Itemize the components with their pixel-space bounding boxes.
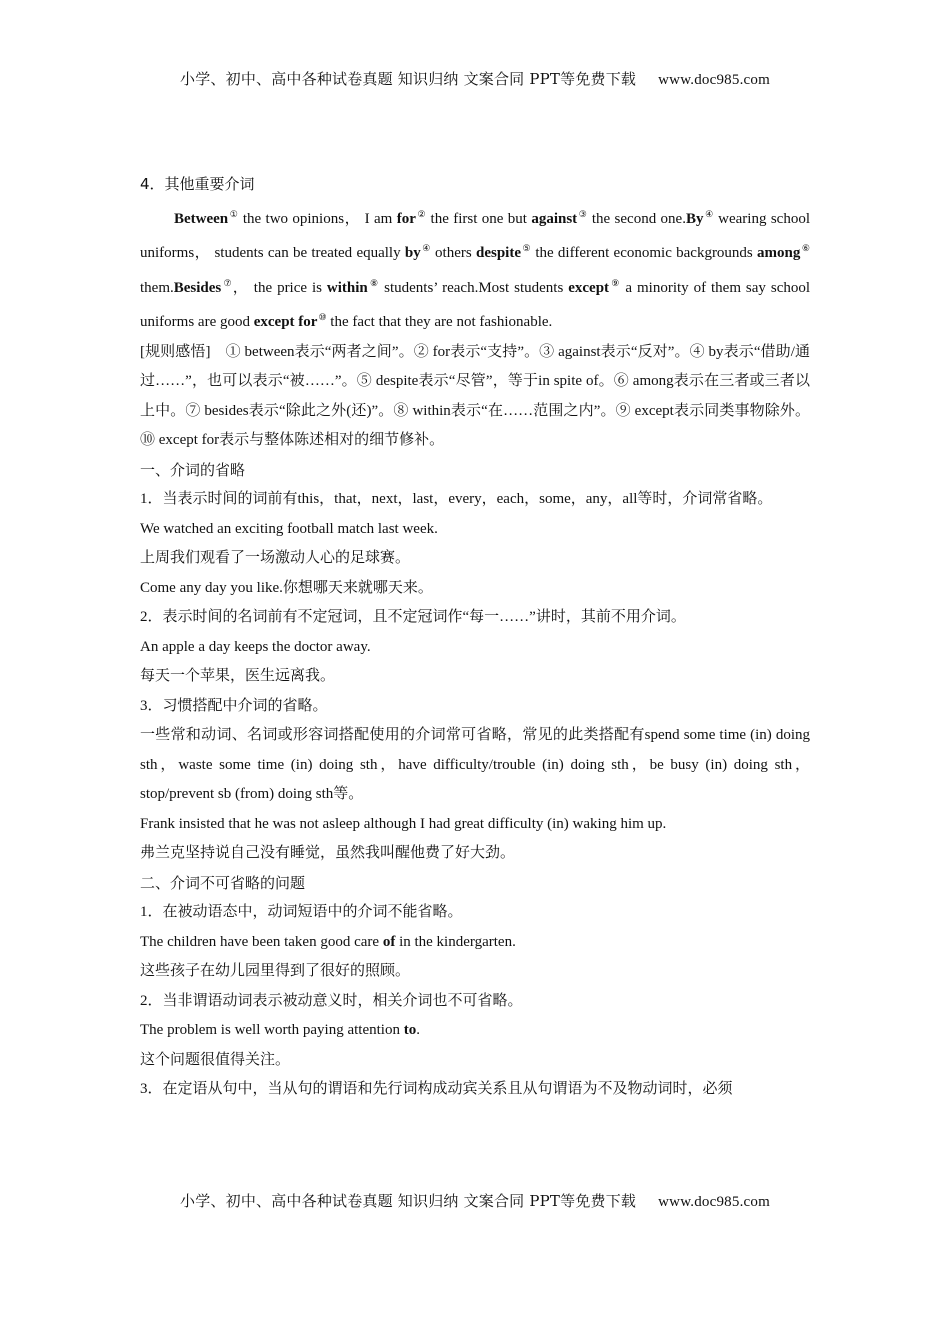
- part-1-item-3: 3．习惯搭配中介词的省略。: [140, 697, 328, 714]
- marker-1: ①: [229, 208, 239, 219]
- keyword-except: except: [568, 279, 610, 296]
- example-sentence-en: Frank insisted that he was not asleep although I had great difficulty (in) waking him up.: [140, 815, 667, 832]
- footer-url[interactable]: www.doc985.com: [658, 1194, 770, 1210]
- part-2-item-2: 2．当非谓语动词表示被动意义时，相关介词也不可省略。: [140, 992, 523, 1009]
- keyword-by: By: [685, 210, 704, 227]
- example-sentence-zh: 这个问题很值得关注。: [140, 1051, 291, 1068]
- section-4-example-paragraph: [140, 200, 810, 338]
- footer-text: 小学、初中、高中各种试卷真题 知识归纳 文案合同 PPT等免费下载: [180, 1192, 637, 1210]
- keyword-to: to: [403, 1022, 417, 1038]
- keyword-against: against: [531, 210, 578, 227]
- marker-4: ④: [704, 208, 714, 219]
- marker-7: ⑦: [222, 277, 233, 288]
- keyword-by: by: [404, 245, 421, 261]
- keyword-besides: Besides: [173, 279, 222, 296]
- example-text: the fact that they are not fashionable.: [326, 314, 553, 330]
- header-text: 小学、初中、高中各种试卷真题 知识归纳 文案合同 PPT等免费下载: [180, 70, 637, 88]
- example-sentence-zh: 上周我们观看了一场激动人心的足球赛。: [140, 550, 411, 566]
- example-sentence-zh: 弗兰克坚持说自己没有睡觉，虽然我叫醒他费了好大劲。: [140, 845, 516, 861]
- example-text: wearing school uniforms， students can be treated equally: [140, 210, 810, 261]
- running-footer: [0, 1190, 950, 1211]
- example-text: a minority of them say school uniforms are good: [140, 279, 811, 330]
- keyword-between: Between: [174, 210, 229, 227]
- example-text: the second one.: [587, 210, 686, 227]
- marker-4: ④: [421, 243, 431, 253]
- marker-6: ⑥: [801, 243, 810, 253]
- part-2-title: 二、介词不可省略的问题: [140, 873, 306, 892]
- marker-2: ②: [416, 208, 427, 219]
- example-sentence-en: [140, 928, 810, 958]
- example-text: others: [430, 245, 476, 261]
- part-2-item-3: 3．在定语从句中，当从句的谓语和先行词构成动宾关系且从句谓语为不及物动词时，必须: [140, 1081, 733, 1097]
- example-sentence-en: An apple a day keeps the doctor away.: [140, 638, 371, 655]
- keyword-of: of: [382, 933, 396, 950]
- keyword-except-for: except for: [253, 314, 318, 330]
- main-content: [140, 170, 810, 1105]
- example-sentence-zh: 每天一个苹果，医生远离我。: [140, 668, 336, 684]
- example-sentence-zh: 这些孩子在幼儿园里得到了很好的照顾。: [140, 963, 411, 979]
- part-1-title: 一、介词的省略: [140, 460, 246, 479]
- keyword-among: among: [757, 245, 801, 261]
- example-text: The problem is well worth paying attention: [140, 1022, 404, 1038]
- example-text: the different economic backgrounds: [531, 245, 758, 261]
- example-text: in the kindergarten.: [395, 933, 516, 950]
- example-text: ， the price is: [232, 279, 327, 296]
- example-sentence-en: We watched an exciting football match last week.: [140, 520, 438, 537]
- example-sentence-en: [140, 1016, 810, 1046]
- marker-10: ⑩: [318, 312, 327, 322]
- keyword-for: for: [396, 210, 416, 227]
- part-1-item-1: 1．当表示时间的词前有this，that，next，last，every，each，some，any，all等时，介词常省略。: [140, 491, 773, 507]
- example-text: them.: [140, 279, 174, 296]
- running-header: [0, 68, 950, 89]
- part-1-item-3-description: 一些常和动词、名词或形容词搭配使用的介词常可省略，常见的此类搭配有spend some time (in) doing sth，waste some time (in) doing sth，have difficulty/trouble (in) doing sth，be busy (in) doing sth，stop/prevent sb (from) doing sth等。: [140, 727, 810, 802]
- example-text: students’ reach.Most students: [379, 279, 569, 296]
- marker-3: ③: [578, 208, 588, 219]
- rules-paragraph: [规则感悟] ① between表示“两者之间”。② for表示“支持”。③ against表示“反对”。④ by表示“借助/通过……”，也可以表示“被……”。⑤ despite表示“尽管”，等于in spite of。⑥ among表示在三者或三者以上中。⑦ besides表示“除此之外(还)”。⑧ within表示“在……范围之内”。⑨ except表示同类事物除外。⑩ except for表示与整体陈述相对的细节修补。: [140, 343, 810, 448]
- example-text: The children have been taken good care: [140, 933, 383, 950]
- header-url[interactable]: www.doc985.com: [658, 72, 770, 88]
- marker-5: ⑤: [521, 243, 532, 253]
- part-2-item-1: 1．在被动语态中，动词短语中的介词不能省略。: [140, 904, 463, 920]
- keyword-despite: despite: [475, 245, 521, 261]
- section-4-title: 4．其他重要介词: [140, 175, 255, 193]
- marker-9: ⑨: [610, 277, 621, 288]
- marker-8: ⑧: [368, 277, 380, 288]
- example-sentence: Come any day you like.你想哪天来就哪天来。: [140, 579, 433, 596]
- example-text: the two opinions， I am: [238, 210, 397, 227]
- keyword-within: within: [326, 279, 368, 296]
- example-text: .: [416, 1022, 420, 1038]
- example-text: the first one but: [426, 210, 532, 227]
- part-1-item-2: 2．表示时间的名词前有不定冠词，且不定冠词作“每一……”讲时，其前不用介词。: [140, 609, 686, 625]
